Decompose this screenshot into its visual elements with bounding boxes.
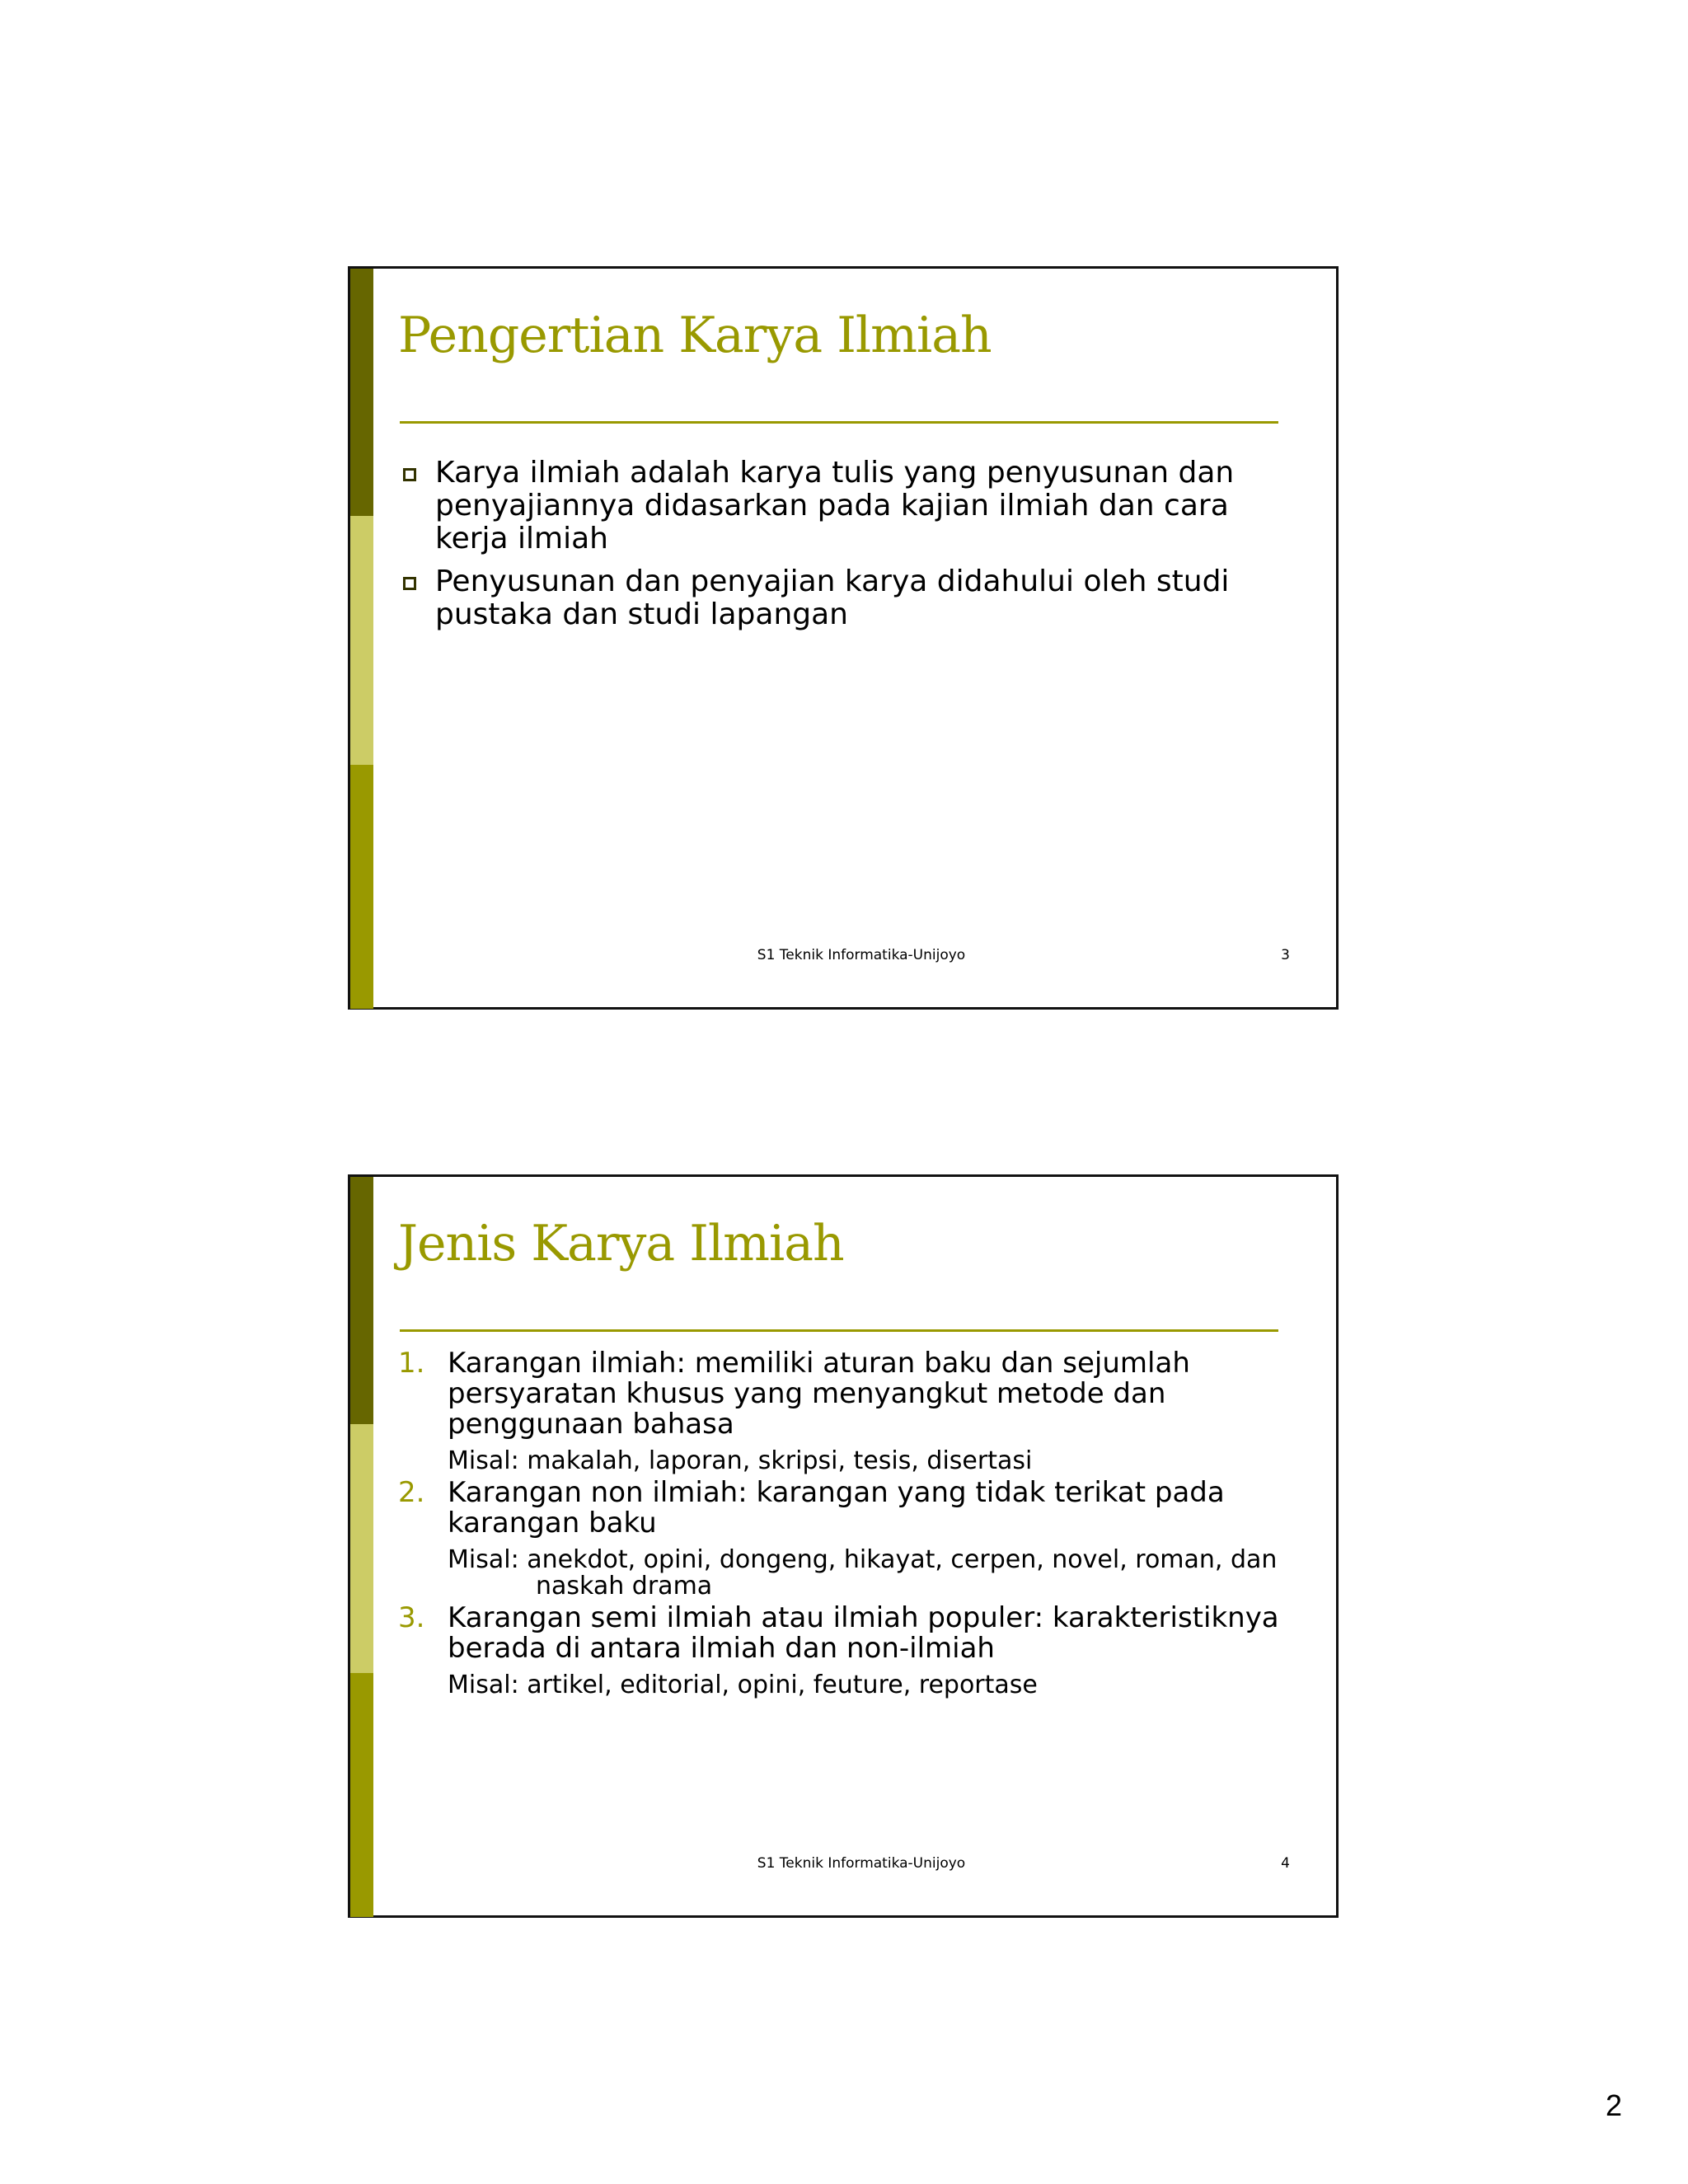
slide-side-bar bbox=[350, 269, 373, 1007]
item-example: Misal: artikel, editorial, opini, feuture, reportase bbox=[448, 1671, 1038, 1699]
bullet-item bbox=[398, 457, 1296, 555]
numbered-item bbox=[398, 1478, 1296, 1600]
side-bar-mid-segment bbox=[350, 765, 373, 1009]
side-bar-dark-segment bbox=[350, 269, 373, 516]
item-example: Misal: makalah, laporan, skripsi, tesis, disertasi bbox=[448, 1446, 1033, 1475]
slide-title: Jenis Karya Ilmiah bbox=[398, 1215, 844, 1272]
item-number: 2. bbox=[398, 1476, 425, 1509]
numbered-item bbox=[398, 1603, 1296, 1699]
item-number: 3. bbox=[398, 1601, 425, 1634]
slide-footer: S1 Teknik Informatika-Unijoyo bbox=[757, 947, 966, 963]
item-number: 1. bbox=[398, 1347, 425, 1380]
slide-body bbox=[398, 1348, 1296, 1702]
slide-3 bbox=[348, 266, 1339, 1010]
numbered-item bbox=[398, 1348, 1296, 1474]
bullet-text: Penyusunan dan penyajian karya didahului oleh studi pustaka dan studi lapangan bbox=[435, 565, 1230, 631]
slide-number: 4 bbox=[1281, 1855, 1290, 1872]
square-bullet-icon bbox=[403, 468, 416, 481]
bullet-item bbox=[398, 565, 1296, 631]
slide-4 bbox=[348, 1174, 1339, 1918]
item-text: Karangan semi ilmiah atau ilmiah populer: karakteristiknya berada di antara ilmiah dan non-ilmiah bbox=[448, 1601, 1279, 1665]
slide-footer: S1 Teknik Informatika-Unijoyo bbox=[757, 1855, 966, 1872]
side-bar-dark-segment bbox=[350, 1177, 373, 1424]
item-text: Karangan ilmiah: memiliki aturan baku dan sejumlah persyaratan khusus yang menyangkut metode dan penggunaan bahasa bbox=[448, 1347, 1190, 1441]
title-divider bbox=[400, 1329, 1278, 1332]
item-text: Karangan non ilmiah: karangan yang tidak terikat pada karangan baku bbox=[448, 1476, 1225, 1540]
slide-body bbox=[398, 457, 1296, 641]
slide-side-bar bbox=[350, 1177, 373, 1915]
slide-title: Pengertian Karya Ilmiah bbox=[398, 307, 992, 364]
title-divider bbox=[400, 421, 1278, 424]
side-bar-light-segment bbox=[350, 516, 373, 765]
slide-number: 3 bbox=[1281, 947, 1290, 963]
item-example: Misal: anekdot, opini, dongeng, hikayat, cerpen, novel, roman, dan naskah drama bbox=[448, 1545, 1278, 1601]
side-bar-light-segment bbox=[350, 1424, 373, 1673]
bullet-text: Karya ilmiah adalah karya tulis yang penyusunan dan penyajiannya didasarkan pada kajian ilmiah dan cara kerja ilmiah bbox=[435, 456, 1235, 555]
square-bullet-icon bbox=[403, 577, 416, 590]
side-bar-mid-segment bbox=[350, 1673, 373, 1917]
page-number: 2 bbox=[1605, 2088, 1623, 2122]
